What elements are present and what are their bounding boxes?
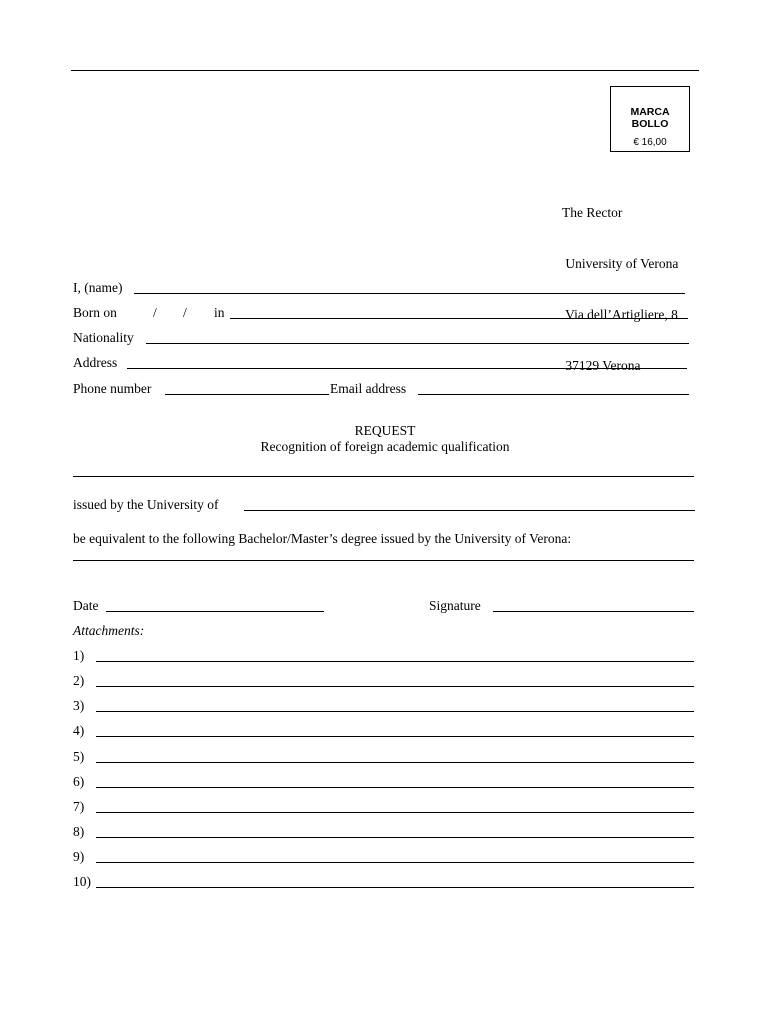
attachment-number: 10) bbox=[73, 874, 91, 889]
attachment-field[interactable] bbox=[96, 672, 694, 686]
recipient-line: The Rector bbox=[562, 205, 623, 220]
attachment-number: 3) bbox=[73, 698, 85, 713]
date-label: Date bbox=[73, 598, 99, 613]
date-field[interactable] bbox=[106, 597, 324, 611]
stamp-amount: € 16,00 bbox=[633, 137, 667, 148]
address-label: Address bbox=[73, 355, 118, 370]
address-field[interactable] bbox=[127, 354, 687, 368]
top-rule bbox=[71, 70, 699, 71]
attachment-number: 4) bbox=[73, 723, 85, 738]
nationality-field[interactable] bbox=[146, 329, 689, 343]
revenue-stamp-box bbox=[610, 86, 690, 152]
equivalence-text: be equivalent to the following Bachelor/Master’s degree issued by the University of Verona: bbox=[73, 531, 572, 546]
attachment-number: 6) bbox=[73, 774, 85, 789]
attachment-field[interactable] bbox=[96, 647, 694, 661]
recipient-line: 37129 Verona bbox=[562, 358, 641, 373]
stamp-line-2: BOLLO bbox=[631, 118, 669, 130]
date-separator: / bbox=[183, 305, 187, 320]
attachment-field[interactable] bbox=[96, 773, 694, 787]
attachment-number: 9) bbox=[73, 849, 85, 864]
attachment-field[interactable] bbox=[96, 873, 694, 887]
attachment-number: 8) bbox=[73, 824, 85, 839]
nationality-label: Nationality bbox=[73, 330, 134, 345]
recipient-line: Via dell’Artigliere, 8 bbox=[562, 307, 678, 322]
attachment-number: 7) bbox=[73, 799, 85, 814]
issuing-university-field[interactable] bbox=[244, 496, 695, 510]
equivalent-degree-field[interactable] bbox=[73, 546, 694, 560]
birthplace-label: in bbox=[214, 305, 225, 320]
email-label: Email address bbox=[330, 381, 407, 396]
attachment-number: 5) bbox=[73, 749, 85, 764]
attachment-field[interactable] bbox=[96, 798, 694, 812]
attachment-number: 1) bbox=[73, 648, 85, 663]
date-separator: / bbox=[153, 305, 157, 320]
request-subtitle: Recognition of foreign academic qualification bbox=[260, 439, 510, 454]
birthplace-field[interactable] bbox=[230, 304, 688, 318]
name-field[interactable] bbox=[134, 279, 685, 293]
attachments-label: Attachments: bbox=[73, 623, 145, 638]
stamp-line-1: MARCA bbox=[630, 106, 670, 118]
phone-field[interactable] bbox=[165, 380, 329, 394]
email-field[interactable] bbox=[418, 380, 689, 394]
attachment-field[interactable] bbox=[96, 722, 694, 736]
signature-field[interactable] bbox=[493, 597, 694, 611]
issued-by-label: issued by the University of bbox=[73, 497, 219, 512]
phone-label: Phone number bbox=[73, 381, 152, 396]
recipient-line: University of Verona bbox=[562, 256, 679, 271]
attachment-field[interactable] bbox=[96, 848, 694, 862]
request-title: REQUEST bbox=[354, 423, 416, 438]
attachment-field[interactable] bbox=[96, 823, 694, 837]
attachment-field[interactable] bbox=[96, 748, 694, 762]
attachment-number: 2) bbox=[73, 673, 85, 688]
name-label: I, (name) bbox=[73, 280, 123, 295]
signature-label: Signature bbox=[429, 598, 481, 613]
born-label: Born on bbox=[73, 305, 117, 320]
attachment-field[interactable] bbox=[96, 697, 694, 711]
qualification-field[interactable] bbox=[73, 462, 694, 476]
